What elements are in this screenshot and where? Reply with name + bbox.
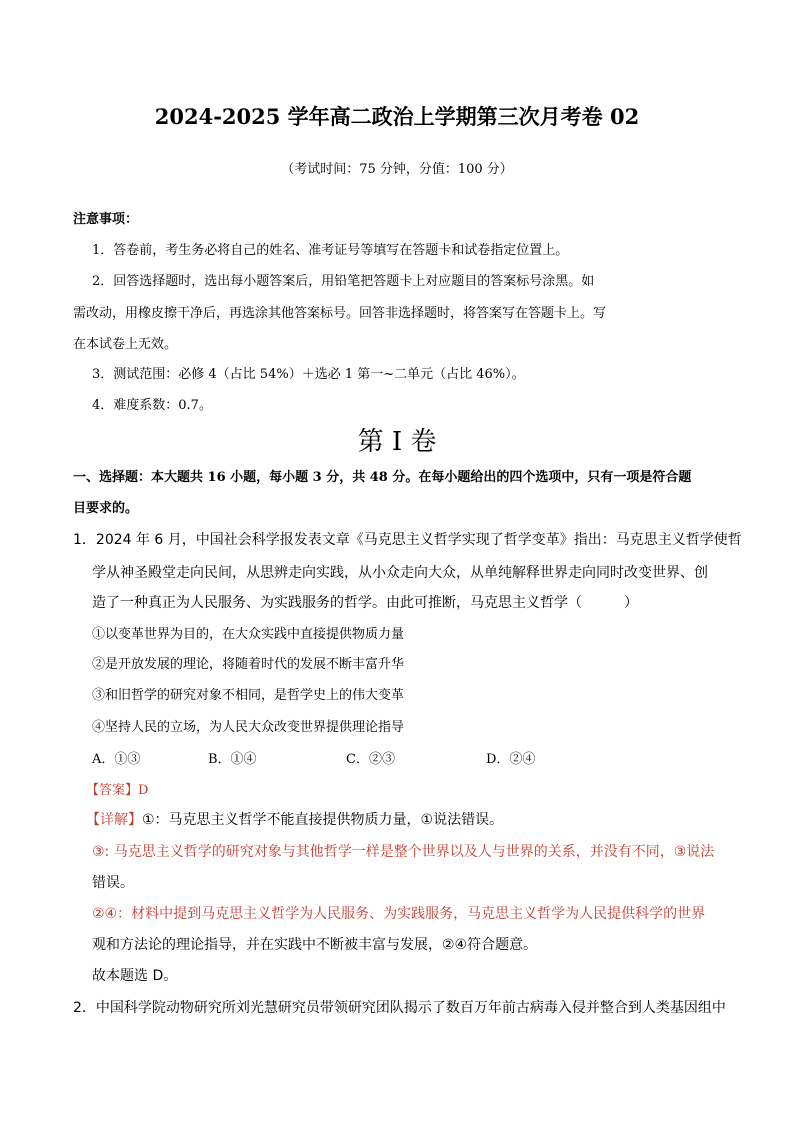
- question-1-stem: 造了一种真正为人民服务、为实践服务的哲学。由此可推断，马克思主义哲学（ ）: [92, 595, 638, 611]
- option-b: B．①④: [208, 752, 257, 767]
- detail-red-line: ③: 马克思主义哲学的研究对象与其他哲学一样是整个世界以及人与世界的关系，并没有不同，③说法: [92, 844, 715, 860]
- volume-title: 第 I 卷: [357, 427, 437, 457]
- question-1-item: ①以变革世界为目的，在大众实践中直接提供物质力量: [92, 627, 405, 642]
- detail-red-line: ②④：材料中提到马克思主义哲学为人民服务、为实践服务，马克思主义哲学为人民提供科学的世界: [92, 906, 706, 922]
- detail-line: 错误。: [92, 875, 134, 891]
- question-2-stem: 2．中国科学院动物研究所刘光慧研究员带领研究团队揭示了数百万年前古病毒入侵并整合到人类基因组中: [73, 1000, 726, 1016]
- answer-line: [86, 779, 148, 798]
- page-title: 2024-2025 学年高二政治上学期第三次月考卷 02: [154, 104, 640, 129]
- question-1-item: ④坚持人民的立场，为人民大众改变世界提供理论指导: [92, 720, 405, 735]
- option-a: A．①③: [92, 752, 141, 767]
- answer-value: D: [138, 783, 149, 798]
- question-1-item: ③和旧哲学的研究对象不相同，是哲学史上的伟大变革: [92, 688, 405, 703]
- option-c: C．②③: [346, 752, 395, 767]
- notice-line: 3．测试范围：必修 4（占比 54%）＋选必 1 第一~二单元（占比 46%）。: [92, 367, 525, 382]
- exam-info: （考试时间：75 分钟，分值：100 分）: [281, 162, 513, 177]
- question-1-stem: 1．2024 年 6 月，中国社会科学报发表文章《马克思主义哲学实现了哲学变革》指出：马克思主义哲学使哲: [73, 532, 742, 548]
- notice-line: 需改动，用橡皮擦干净后，再选涂其他答案标号。回答非选择题时，将答案写在答题卡上。写: [73, 306, 607, 321]
- conclusion-line: 故本题选 D。: [92, 968, 178, 984]
- section-instructions: 目要求的。: [73, 501, 139, 516]
- detail-line: 观和方法论的理论指导，并在实践中不断被丰富与发展，②④符合题意。: [92, 937, 538, 953]
- section-instructions: 一、选择题：本大题共 16 小题，每小题 3 分，共 48 分。在每小题给出的四个选项中，只有一项是符合题: [73, 470, 692, 485]
- notice-line: 4．难度系数：0.7。: [92, 398, 212, 413]
- question-1-item: ②是开放发展的理论，将随着时代的发展不断丰富升华: [92, 657, 405, 672]
- notice-line: 在本试卷上无效。: [73, 337, 178, 352]
- detail-tag: 【详解】: [86, 812, 142, 828]
- detail-text: ①：马克思主义哲学不能直接提供物质力量，①说法错误。: [142, 812, 504, 828]
- notice-line: 2．回答选择题时，选出每小题答案后，用铅笔把答题卡上对应题目的答案标号涂黑。如: [92, 274, 595, 289]
- notice-heading: 注意事项：: [73, 212, 139, 227]
- notice-line: 1．答卷前，考生务必将自己的姓名、准考证号等填写在答题卡和试卷指定位置上。: [92, 243, 569, 258]
- detail-line: [86, 809, 503, 829]
- option-d: D．②④: [486, 752, 536, 767]
- answer-tag: 【答案】: [86, 783, 139, 798]
- question-1-stem: 学从神圣殿堂走向民间，从思辨走向实践，从小众走向大众，从单纯解释世界走向同时改变世界、创: [92, 565, 708, 581]
